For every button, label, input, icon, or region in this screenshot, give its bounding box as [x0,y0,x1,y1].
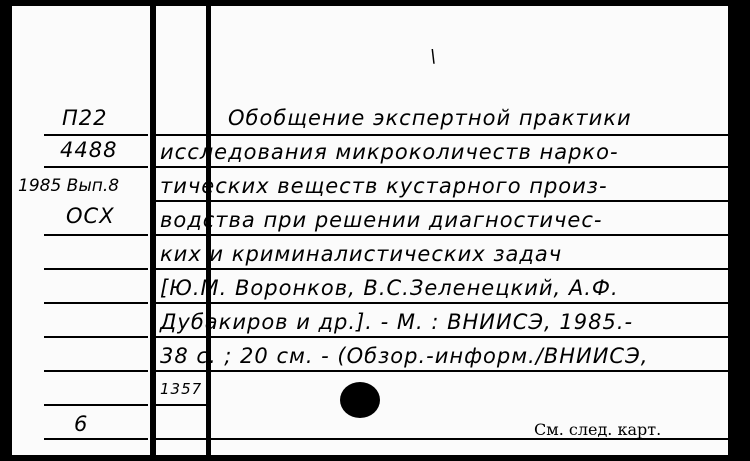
body-rule [156,134,728,136]
body-rule [156,200,728,202]
left-rule [44,438,148,440]
left-rule [44,166,148,168]
year-issue: 1985 Вып.8 [18,176,120,196]
stamp: ОСХ [66,204,115,228]
ink-blot [340,382,380,418]
body-rule [156,234,728,236]
body-line: [Ю.М. Воронков, В.С.Зеленецкий, А.Ф. [160,276,619,300]
body-rule [156,302,728,304]
continuation-note: См. след. карт. [534,420,662,439]
left-rule [44,134,148,136]
left-rule [44,404,148,406]
left-rule [44,234,148,236]
inventory-number: 4488 [60,138,118,162]
body-rule [156,268,728,270]
body-line: Обобщение экспертной практики [228,106,632,130]
left-rule [44,336,148,338]
left-rule [44,370,148,372]
card-bottom-edge [0,455,750,461]
body-rule [156,404,208,406]
page-number: 6 [74,412,89,436]
card-left-edge [0,0,12,461]
body-line: Дубакиров и др.]. - М. : ВНИИСЭ, 1985.- [160,310,634,334]
body-line: 38 с. ; 20 см. - (Обзор.-информ./ВНИИСЭ, [160,344,649,368]
body-rule [156,166,728,168]
column-divider-left [150,0,156,461]
body-line: ких и криминалистических задач [160,242,563,266]
body-line: водства при решении диагностичес- [160,208,603,232]
card-right-edge [728,0,750,461]
call-number: П22 [62,106,108,130]
margin-note: 1357 [160,380,203,398]
left-rule [44,268,148,270]
body-line: исследования микроколичеств нарко- [160,140,619,164]
body-rule [156,336,728,338]
left-rule [44,302,148,304]
body-line: тических веществ кустарного произ- [160,174,608,198]
body-rule [156,370,728,372]
pen-mark: \ [430,46,437,67]
card-top-edge [0,0,750,6]
